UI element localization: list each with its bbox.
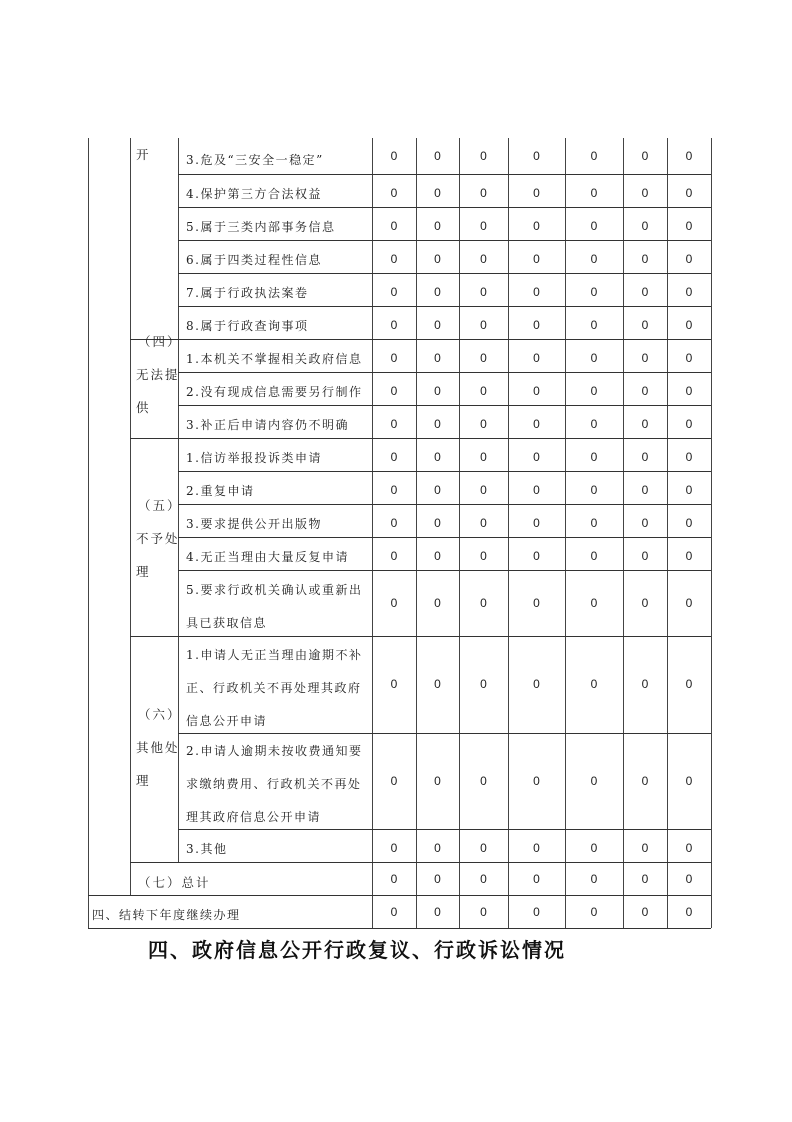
value-cell: 0: [390, 596, 398, 610]
value-cell: 0: [434, 773, 441, 788]
value-cell: 0: [480, 482, 487, 497]
value-cell: 0: [533, 416, 540, 431]
carryover-value-cell: 0: [390, 905, 398, 919]
table-right-border: [711, 138, 712, 928]
carryover-value-cell: 0: [641, 905, 649, 919]
value-cell: 0: [434, 350, 441, 365]
value-cell: 0: [480, 840, 487, 855]
value-cell: 0: [590, 482, 598, 497]
group-label: （四）: [138, 334, 182, 349]
value-cell: 0: [434, 218, 441, 233]
carryover-value-cell: 0: [480, 905, 487, 919]
value-cell: 0: [590, 185, 598, 200]
value-cell: 0: [434, 383, 441, 398]
value-cell: 0: [533, 149, 540, 163]
value-cell: 0: [590, 677, 598, 692]
value-cell: 0: [434, 515, 441, 530]
value-cell: 0: [434, 251, 441, 266]
value-cell: 0: [685, 548, 693, 563]
value-cell: 0: [685, 317, 693, 332]
value-cell: 0: [590, 251, 598, 266]
value-cell: 0: [434, 185, 441, 200]
value-cell: 0: [641, 416, 649, 431]
value-cell: 0: [434, 677, 441, 692]
value-cell: 0: [434, 596, 441, 610]
value-cell: 0: [641, 149, 649, 163]
value-cell: 0: [590, 317, 598, 332]
value-cell: 0: [590, 449, 598, 464]
value-cell: 0: [641, 383, 649, 398]
value-cell: 0: [641, 596, 649, 610]
value-cell: 0: [641, 350, 649, 365]
group-label: 无法提: [136, 367, 180, 382]
value-cell: 0: [533, 284, 540, 299]
value-cell: 0: [641, 284, 649, 299]
value-cell: 0: [533, 677, 540, 692]
group-label: 开: [136, 147, 151, 162]
row-label: 求缴纳费用、行政机关不再处: [186, 777, 362, 792]
value-cell: 0: [480, 284, 487, 299]
value-cell: 0: [685, 350, 693, 365]
value-cell: 0: [590, 350, 598, 365]
value-cell: 0: [641, 449, 649, 464]
value-cell: 0: [480, 317, 487, 332]
carryover-value-cell: 0: [434, 905, 441, 919]
value-cell: 0: [533, 185, 540, 200]
value-cell: 0: [590, 149, 598, 163]
value-cell: 0: [390, 149, 398, 163]
row-label: 5.要求行政机关确认或重新出: [186, 583, 363, 597]
value-cell: 0: [685, 840, 693, 855]
value-cell: 0: [590, 284, 598, 299]
value-cell: 0: [685, 251, 693, 266]
value-cell: 0: [685, 482, 693, 497]
value-cell: 0: [533, 515, 540, 530]
total-row-label: （七）总计: [138, 875, 211, 890]
row-label: 信息公开申请: [186, 713, 268, 728]
value-cell: 0: [480, 185, 487, 200]
value-cell: 0: [685, 185, 693, 200]
value-cell: 0: [390, 218, 398, 233]
value-cell: 0: [685, 677, 693, 692]
value-cell: 0: [533, 251, 540, 266]
row-label: 2.没有现成信息需要另行制作: [186, 385, 363, 399]
group-label: 供: [136, 400, 151, 415]
value-cell: 0: [390, 251, 398, 266]
value-cell: 0: [685, 383, 693, 398]
row-label: 3.危及“三安全一稳定”: [186, 152, 324, 167]
value-cell: 0: [480, 548, 487, 563]
total-value-cell: 0: [390, 872, 398, 886]
total-value-cell: 0: [590, 872, 598, 886]
group-label: 理: [136, 773, 151, 788]
value-cell: 0: [533, 840, 540, 855]
value-cell: 0: [685, 515, 693, 530]
value-cell: 0: [533, 317, 540, 332]
value-cell: 0: [685, 416, 693, 431]
value-cell: 0: [533, 482, 540, 497]
row-label: 正、行政机关不再处理其政府: [186, 680, 362, 695]
value-cell: 0: [590, 218, 598, 233]
row-label: 2.申请人逾期未按收费通知要: [186, 744, 363, 759]
value-cell: 0: [641, 482, 649, 497]
value-cell: 0: [480, 596, 487, 610]
total-value-cell: 0: [641, 872, 649, 886]
row-label: 3.补正后申请内容仍不明确: [186, 418, 349, 432]
group-label: 其他处: [136, 740, 180, 755]
value-cell: 0: [685, 284, 693, 299]
total-value-cell: 0: [533, 872, 540, 886]
value-cell: 0: [390, 383, 398, 398]
value-cell: 0: [685, 773, 693, 788]
row-label: 1.本机关不掌握相关政府信息: [186, 352, 363, 366]
value-cell: 0: [641, 515, 649, 530]
value-cell: 0: [390, 284, 398, 299]
value-cell: 0: [533, 596, 540, 610]
row-label: 3.其他: [186, 842, 228, 856]
total-value-cell: 0: [685, 872, 693, 886]
row-label: 6.属于四类过程性信息: [186, 253, 322, 267]
carryover-row-label: 四、结转下年度继续办理: [92, 908, 241, 922]
value-cell: 0: [685, 596, 693, 610]
carryover-value-cell: 0: [685, 905, 693, 919]
value-cell: 0: [390, 773, 398, 788]
row-label: 7.属于行政执法案卷: [186, 286, 309, 300]
value-cell: 0: [434, 449, 441, 464]
value-cell: 0: [390, 482, 398, 497]
row-label: 4.无正当理由大量反复申请: [186, 550, 349, 564]
value-cell: 0: [390, 840, 398, 855]
value-cell: 0: [533, 383, 540, 398]
value-cell: 0: [641, 218, 649, 233]
value-cell: 0: [390, 677, 398, 692]
row-label: 2.重复申请: [186, 484, 255, 498]
group-label: 不予处: [136, 531, 180, 546]
value-cell: 0: [480, 350, 487, 365]
table-left-border: [88, 138, 89, 928]
value-cell: 0: [590, 416, 598, 431]
value-cell: 0: [434, 548, 441, 563]
row-label: 1.申请人无正当理由逾期不补: [186, 647, 363, 662]
value-cell: 0: [434, 840, 441, 855]
value-cell: 0: [480, 251, 487, 266]
total-value-cell: 0: [480, 872, 487, 886]
value-cell: 0: [641, 548, 649, 563]
group-column-divider: [130, 138, 131, 895]
value-cell: 0: [434, 284, 441, 299]
value-cell: 0: [590, 596, 598, 610]
carryover-value-cell: 0: [590, 905, 598, 919]
value-cell: 0: [480, 383, 487, 398]
row-label: 理其政府信息公开申请: [186, 810, 322, 825]
value-cell: 0: [390, 449, 398, 464]
group-label: （六）: [138, 707, 182, 722]
group-label: 理: [136, 564, 151, 579]
row-label: 4.保护第三方合法权益: [186, 187, 322, 201]
row-label: 3.要求提供公开出版物: [186, 517, 322, 531]
value-cell: 0: [533, 449, 540, 464]
total-value-cell: 0: [434, 872, 441, 886]
value-cell: 0: [480, 416, 487, 431]
value-cell: 0: [641, 677, 649, 692]
value-cell: 0: [590, 773, 598, 788]
value-cell: 0: [480, 149, 487, 163]
row-label: 5.属于三类内部事务信息: [186, 220, 336, 234]
group-label: （五）: [138, 498, 182, 513]
value-cell: 0: [641, 251, 649, 266]
value-cell: 0: [390, 350, 398, 365]
value-cell: 0: [533, 548, 540, 563]
value-cell: 0: [480, 449, 487, 464]
value-cell: 0: [590, 548, 598, 563]
value-cell: 0: [390, 548, 398, 563]
value-cell: 0: [590, 515, 598, 530]
section-heading: 四、政府信息公开行政复议、行政诉讼情况: [148, 938, 566, 962]
row-label: 8.属于行政查询事项: [186, 319, 309, 333]
value-cell: 0: [533, 773, 540, 788]
value-cell: 0: [685, 449, 693, 464]
value-cell: 0: [480, 773, 487, 788]
value-cell: 0: [480, 515, 487, 530]
value-cell: 0: [390, 317, 398, 332]
value-cell: 0: [390, 416, 398, 431]
row-divider: [178, 504, 711, 505]
value-cell: 0: [641, 840, 649, 855]
row-label: 1.信访举报投诉类申请: [186, 451, 322, 465]
carryover-value-cell: 0: [533, 905, 540, 919]
value-cell: 0: [641, 185, 649, 200]
value-cell: 0: [685, 218, 693, 233]
value-cell: 0: [390, 185, 398, 200]
value-cell: 0: [434, 317, 441, 332]
value-cell: 0: [434, 416, 441, 431]
value-cell: 0: [590, 383, 598, 398]
value-cell: 0: [685, 149, 693, 163]
value-cell: 0: [641, 317, 649, 332]
value-cell: 0: [434, 149, 441, 163]
row-label: 具已获取信息: [186, 616, 268, 630]
value-cell: 0: [533, 218, 540, 233]
value-cell: 0: [480, 677, 487, 692]
value-cell: 0: [533, 350, 540, 365]
value-cell: 0: [641, 773, 649, 788]
value-cell: 0: [390, 515, 398, 530]
value-cell: 0: [590, 840, 598, 855]
value-cell: 0: [434, 482, 441, 497]
value-cell: 0: [480, 218, 487, 233]
